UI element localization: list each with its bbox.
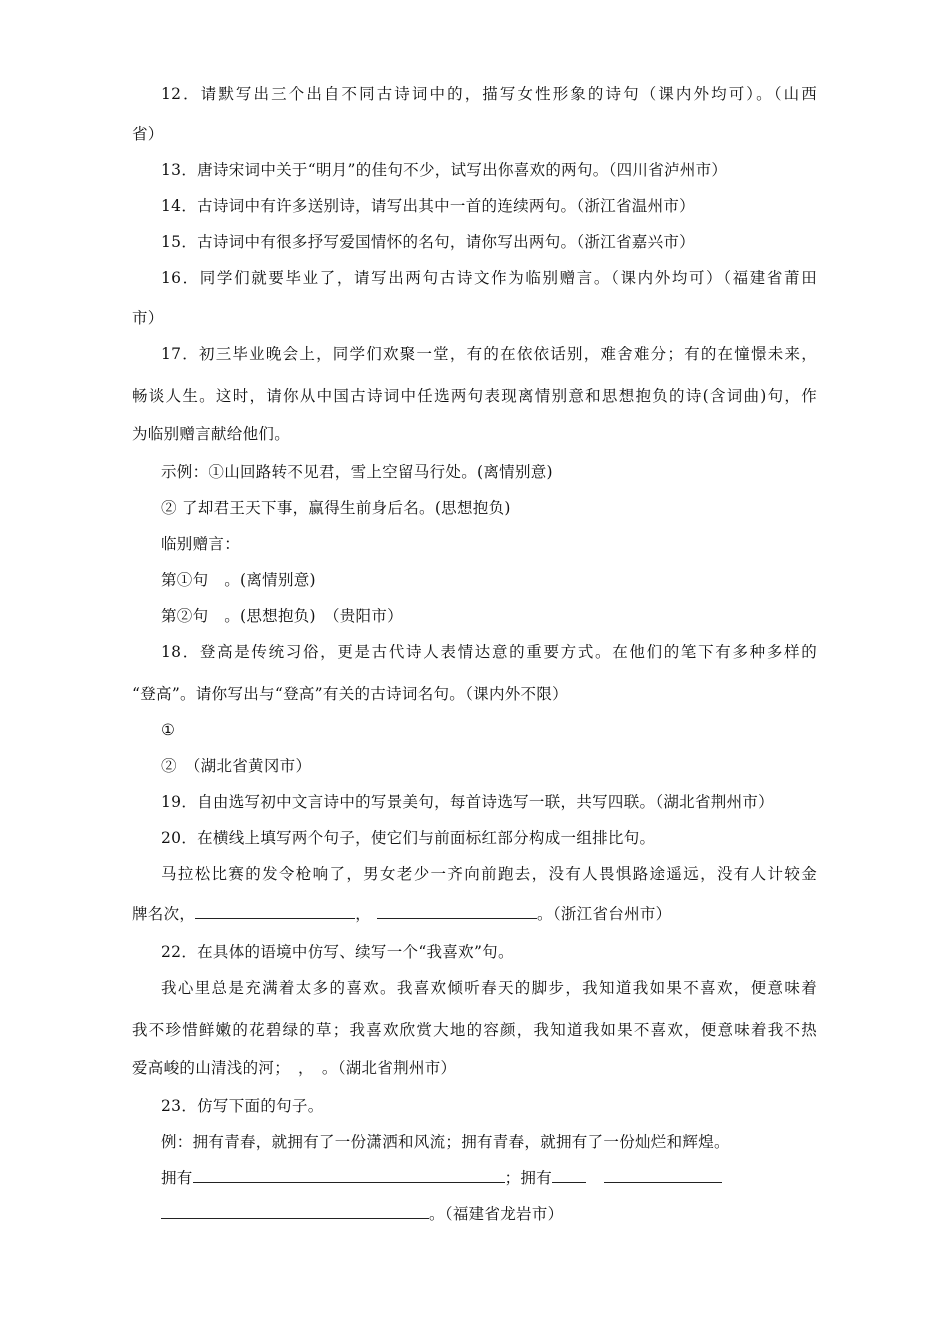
- question-20-context: 马拉松比赛的发令枪响了，男女老少一齐向前跑去，没有人畏惧路途遥远，没有人计较金: [161, 865, 817, 883]
- question-20-fill-line: [132, 904, 671, 924]
- question-22-context-1: 我心里总是充满着太多的喜欢。我喜欢倾听春天的脚步，我知道我如果不喜欢，便意味着: [161, 979, 817, 997]
- question-19: 19．自由选写初中文言诗中的写景美句，每首诗选写一联，共写四联。（湖北省荆州市）: [161, 793, 774, 811]
- question-14: 14．古诗词中有许多送别诗，请写出其中一首的连续两句。（浙江省温州市）: [161, 197, 695, 215]
- imitation-prefix-1: 拥有: [161, 1169, 193, 1187]
- question-20: 20．在横线上填写两个句子，使它们与前面标红部分构成一组排比句。: [161, 829, 656, 847]
- answer-slot-1: ①: [161, 721, 176, 739]
- question-22: 22．在具体的语境中仿写、续写一个“我喜欢”句。: [161, 943, 514, 961]
- farewell-label: 临别赠言：: [161, 535, 241, 553]
- example-line-1: 示例：①山回路转不见君，雪上空留马行处。(离情别意): [161, 463, 553, 481]
- question-16-line-2: 市）: [132, 309, 164, 327]
- farewell-sentence-1: 第①句 。(离情别意): [161, 571, 316, 589]
- imitation-prefix-2: ；拥有: [504, 1169, 553, 1187]
- question-13: 13．唐诗宋词中关于“明月”的佳句不少，试写出你喜欢的两句。（四川省泸州市）: [161, 161, 728, 179]
- question-17-line-3: 为临别赠言献给他们。: [132, 425, 291, 443]
- imitation-blank-4[interactable]: [161, 1204, 429, 1219]
- fill-separator: ，: [355, 905, 372, 923]
- imitation-suffix: 。（福建省龙岩市）: [429, 1205, 564, 1223]
- fill-prefix: 牌名次，: [132, 905, 196, 923]
- question-18-line-2: “登高”。请你写出与“登高”有关的古诗词名句。（课内外不限）: [132, 685, 568, 703]
- fill-blank-2[interactable]: [377, 904, 537, 919]
- imitation-blank-3[interactable]: [604, 1168, 722, 1183]
- question-22-context-2: 我不珍惜鲜嫩的花碧绿的草；我喜欢欣赏大地的容颜，我知道我如果不喜欢，便意味着我不热: [132, 1021, 817, 1039]
- question-16-line-1: 16．同学们就要毕业了，请写出两句古诗文作为临别赠言。（课内外均可）（福建省莆田: [161, 269, 817, 287]
- question-12-line-1: 12．请默写出三个出自不同古诗词中的，描写女性形象的诗句（课内外均可）。（山西: [161, 85, 817, 103]
- imitation-blank-2[interactable]: [552, 1168, 586, 1183]
- imitation-blank-1[interactable]: [193, 1168, 505, 1183]
- imitation-line-2: [161, 1204, 563, 1224]
- imitation-line-1: [161, 1168, 722, 1188]
- question-22-context-3: 爱高峻的山清浅的河； ， 。（湖北省荆州市）: [132, 1059, 457, 1077]
- farewell-sentence-2: 第②句 。(思想抱负) （贵阳市）: [161, 607, 403, 625]
- example-line-2: ② 了却君王天下事，赢得生前身后名。(思想抱负): [161, 499, 511, 517]
- question-23-example: 例：拥有青春，就拥有了一份潇洒和风流；拥有青春，就拥有了一份灿烂和辉煌。: [161, 1133, 730, 1151]
- fill-blank-1[interactable]: [195, 904, 355, 919]
- question-12-line-2: 省）: [132, 125, 164, 143]
- answer-slot-2: ② （湖北省黄冈市）: [161, 757, 312, 775]
- question-17-line-2: 畅谈人生。这时，请你从中国古诗词中任选两句表现离情别意和思想抱负的诗(含词曲)句，作: [132, 387, 817, 405]
- question-23: 23．仿写下面的句子。: [161, 1097, 324, 1115]
- question-15: 15．古诗词中有很多抒写爱国情怀的名句，请你写出两句。（浙江省嘉兴市）: [161, 233, 695, 251]
- question-17-line-1: 17．初三毕业晚会上，同学们欢聚一堂，有的在依依话别，难舍难分；有的在憧憬未来，: [161, 345, 817, 363]
- question-18-line-1: 18．登高是传统习俗，更是古代诗人表情达意的重要方式。在他们的笔下有多种多样的: [161, 643, 817, 661]
- fill-suffix: 。（浙江省台州市）: [537, 905, 672, 923]
